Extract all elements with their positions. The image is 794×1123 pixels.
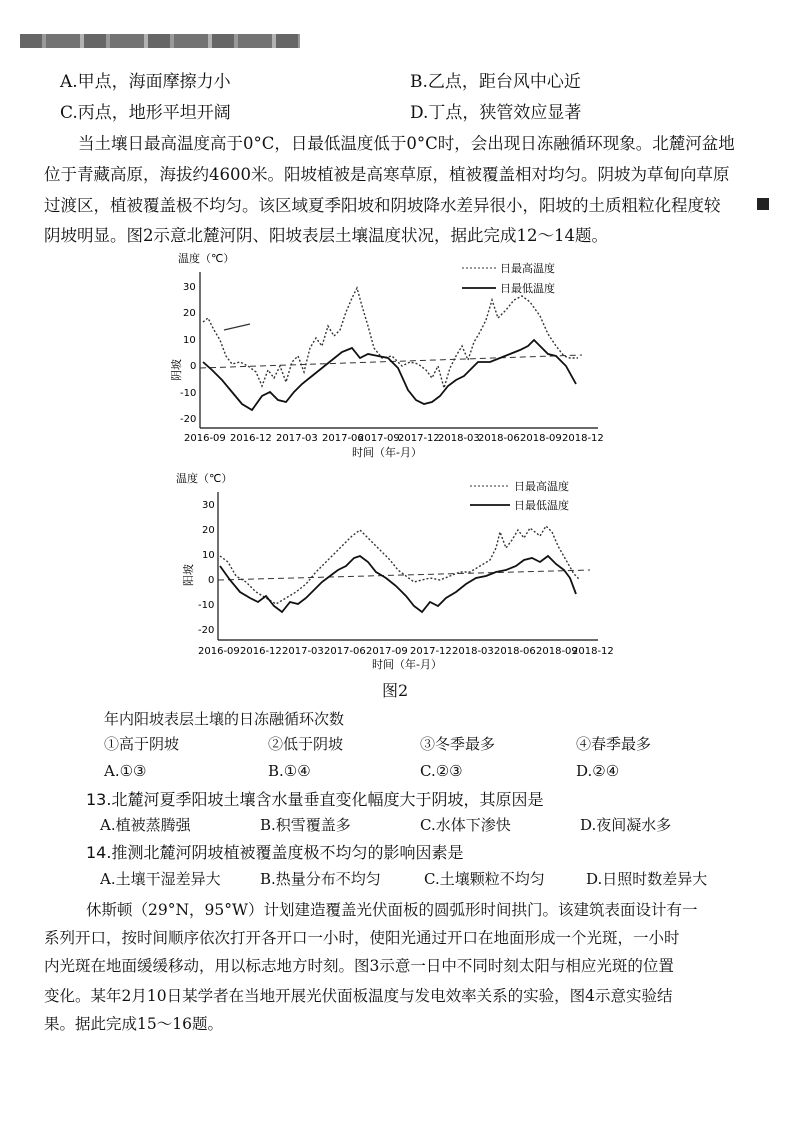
q11-option-b: B.乙点，距台风中心近	[410, 72, 581, 92]
bottom-xtick: 2016-09	[198, 646, 240, 657]
intro1-line-4: 阴坡明显。图2示意北麓河阴、阳坡表层土壤温度状况，据此完成12～14题。	[44, 226, 608, 245]
q12-statement-1: ①高于阴坡	[104, 735, 180, 753]
q14-stem: 14.推测北麓河阴坡植被覆盖度极不均匀的影响因素是	[86, 843, 464, 862]
top-xtick: 2016-09	[184, 433, 226, 444]
bottom-min-temp-series	[220, 556, 576, 612]
q12-statement-4: ④春季最多	[576, 735, 652, 753]
q13-option-d: D.夜间凝水多	[580, 816, 672, 834]
bottom-legend-min: 日最低温度	[514, 499, 569, 512]
intro2-line-1: 休斯顿（29°N，95°W）计划建造覆盖光伏面板的圆弧形时间拱门。该建筑表面设计有一	[86, 901, 698, 919]
bottom-ylabel: 温度（℃）	[176, 472, 233, 485]
intro2-line-2: 系列开口，按时间顺序依次打开各开口一小时，使阳光通过开口在地面形成一个光斑，一小时	[44, 929, 680, 947]
bottom-xtick: 2017-03	[282, 646, 324, 657]
bottom-zero-trend-line	[218, 570, 590, 580]
top-max-temp-early-fragment	[224, 324, 250, 330]
top-side-label: 阴坡	[170, 359, 183, 381]
bottom-ytick: 20	[202, 525, 215, 536]
q12-stem: 年内阳坡表层土壤的日冻融循环次数	[104, 710, 345, 728]
bottom-max-temp-series	[220, 526, 580, 604]
bottom-ytick: 10	[202, 550, 215, 561]
q13-option-c: C.水体下渗快	[420, 816, 511, 834]
figure-caption: 图2	[382, 681, 409, 700]
top-xtick: 2018-06	[478, 433, 520, 444]
bottom-xtick: 2016-12	[240, 646, 282, 657]
bottom-xtick: 2017-06	[324, 646, 366, 657]
top-ytick: -10	[180, 388, 197, 399]
q12-option-c: C.②③	[420, 762, 463, 780]
bottom-ytick: -20	[198, 625, 215, 636]
q12-option-a: A.①③	[104, 762, 147, 780]
q13-stem: 13.北麓河夏季阳坡土壤含水量垂直变化幅度大于阴坡，其原因是	[86, 790, 544, 809]
top-ytick: 10	[183, 335, 196, 346]
top-xlabel: 时间（年-月）	[352, 446, 422, 459]
q14-option-b: B.热量分布不均匀	[260, 870, 381, 888]
bottom-side-label: 阳坡	[182, 564, 195, 586]
intro2-line-5: 果。据此完成15～16题。	[44, 1015, 223, 1033]
bottom-xtick: 2018-09	[536, 646, 578, 657]
top-xtick: 2017-09	[358, 433, 400, 444]
q11-option-d: D.丁点，狭管效应显著	[410, 103, 582, 123]
q11-option-a: A.甲点，海面摩擦力小	[60, 72, 231, 92]
bottom-xtick: 2018-06	[494, 646, 536, 657]
q14-option-a: A.土壤干湿差异大	[100, 870, 221, 888]
bottom-xlabel: 时间（年-月）	[372, 658, 442, 671]
intro1-line-1: 当土壤日最高温度高于0°C，日最低温度低于0°C时，会出现日冻融循环现象。北麓河盆地	[78, 134, 735, 153]
top-min-temp-series	[203, 340, 576, 410]
q14-option-d: D.日照时数差异大	[586, 870, 708, 888]
q12-statement-2: ②低于阴坡	[268, 735, 344, 753]
intro1-line-2: 位于青藏高原，海拔约4600米。阳坡植被是高寒草原，植被覆盖相对均匀。阴坡为草甸向草原	[44, 165, 730, 184]
top-xtick: 2018-09	[520, 433, 562, 444]
top-ytick: 0	[190, 361, 197, 372]
top-xtick: 2018-12	[562, 433, 604, 444]
q11-option-c: C.丙点，地形平坦开阔	[60, 103, 231, 123]
intro1-line-3: 过渡区，植被覆盖极不均匀。该区域夏季阳坡和阴坡降水差异很小，阳坡的土质粗粒化程度较	[44, 196, 721, 215]
intro2-line-3: 内光斑在地面缓缓移动，用以标志地方时刻。图3示意一日中不同时刻太阳与相应光斑的位置	[44, 957, 674, 975]
top-xtick: 2018-03	[438, 433, 480, 444]
q12-statement-3: ③冬季最多	[420, 735, 496, 753]
bottom-xtick: 2018-12	[572, 646, 614, 657]
q12-option-d: D.②④	[576, 762, 620, 780]
q13-option-a: A.植被蒸腾强	[100, 816, 191, 834]
top-ytick: -20	[180, 414, 197, 425]
q13-option-b: B.积雪覆盖多	[260, 816, 351, 834]
top-ytick: 20	[183, 308, 196, 319]
top-xtick: 2017-03	[276, 433, 318, 444]
top-legend-max: 日最高温度	[500, 262, 555, 275]
bottom-xtick: 2017-12	[410, 646, 452, 657]
bottom-xtick: 2017-09	[366, 646, 408, 657]
bottom-ytick: 30	[202, 500, 215, 511]
top-ytick: 30	[183, 282, 196, 293]
top-xtick: 2017-12	[398, 433, 440, 444]
bottom-ytick: 0	[208, 575, 215, 586]
top-legend-min: 日最低温度	[500, 282, 555, 295]
intro2-line-4: 变化。某年2月10日某学者在当地开展光伏面板温度与发电效率关系的实验，图4示意实验结	[44, 987, 673, 1005]
top-xtick: 2017-06	[322, 433, 364, 444]
bottom-xtick: 2018-03	[452, 646, 494, 657]
bottom-legend-max: 日最高温度	[514, 480, 569, 493]
q14-option-c: C.土壤颗粒不均匀	[424, 870, 545, 888]
q12-option-b: B.①④	[268, 762, 311, 780]
chart-shady-slope	[169, 251, 604, 459]
bottom-ytick: -10	[198, 600, 215, 611]
chart-sunny-slope	[176, 471, 614, 671]
top-xtick: 2016-12	[230, 433, 272, 444]
top-ylabel: 温度（℃）	[178, 252, 235, 265]
top-max-temp-series	[203, 288, 578, 388]
